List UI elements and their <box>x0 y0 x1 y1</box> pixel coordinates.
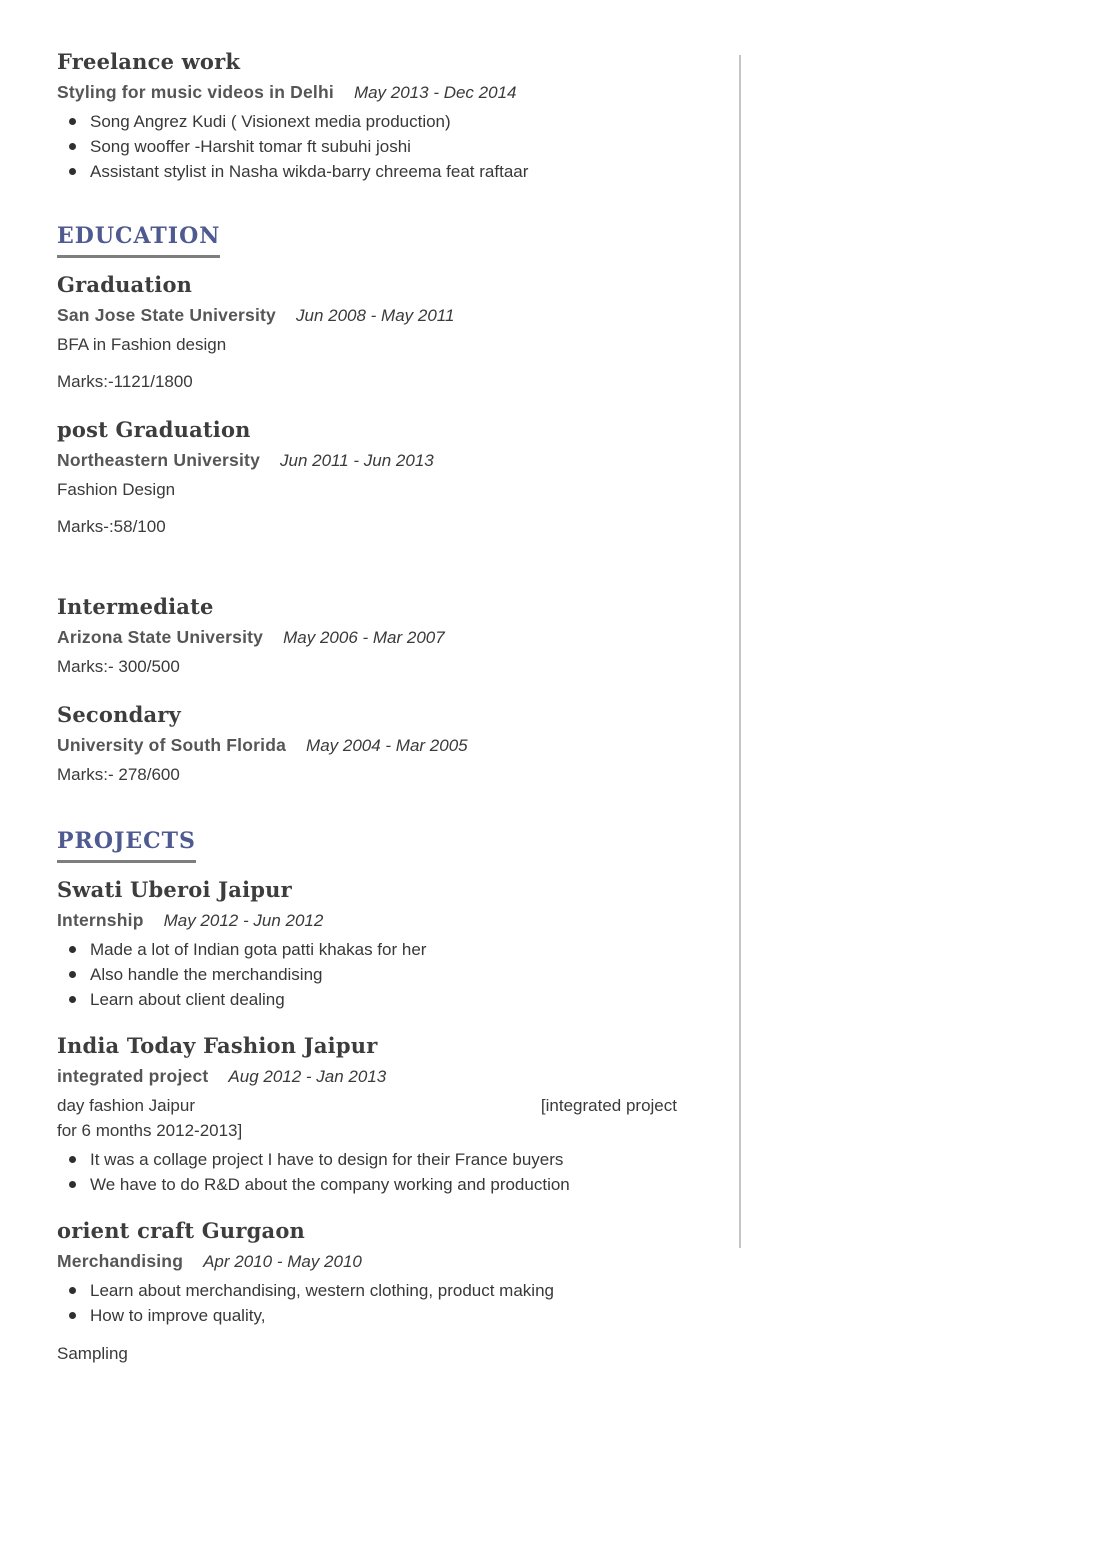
freelance-subline <box>57 80 677 105</box>
intermediate-marks: Marks:- 300/500 <box>57 657 180 676</box>
bullet-item: Song wooffer -Harshit tomar ft subuhi joshi <box>57 134 677 159</box>
education-entry-graduation <box>57 273 677 394</box>
india-today-description-row <box>57 1093 677 1118</box>
freelance-subtitle: Styling for music videos in Delhi <box>57 82 334 102</box>
orient-craft-trailing-text: Sampling <box>57 1344 128 1363</box>
bullet-item: Assistant stylist in Nasha wikda-barry chreema feat raftaar <box>57 159 677 184</box>
entry-title-india-today: India Today Fashion Jaipur <box>57 1033 378 1058</box>
swati-role: Internship <box>57 910 144 930</box>
bullet-item: We have to do R&D about the company working and production <box>57 1172 677 1197</box>
secondary-marks: Marks:- 278/600 <box>57 765 180 784</box>
swati-bullet-list <box>57 937 677 1012</box>
entry-title-freelance-work: Freelance work <box>57 49 241 74</box>
post-graduation-degree: Fashion Design <box>57 480 176 499</box>
india-today-date-range: Aug 2012 - Jan 2013 <box>228 1067 387 1086</box>
orient-craft-bullet-list <box>57 1278 677 1328</box>
india-today-bullet-list <box>57 1147 677 1197</box>
bullet-item: Learn about client dealing <box>57 987 677 1012</box>
secondary-school: University of South Florida <box>57 735 287 755</box>
india-today-role: integrated project <box>57 1066 209 1086</box>
graduation-degree: BFA in Fashion design <box>57 335 227 354</box>
post-graduation-date-range: Jun 2011 - Jun 2013 <box>280 451 434 470</box>
project-entry-swati <box>57 878 677 1012</box>
freelance-bullet-list <box>57 109 677 184</box>
section-heading-education: EDUCATION <box>57 224 220 258</box>
freelance-date-range: May 2013 - Dec 2014 <box>353 83 517 102</box>
freelance-work-entry <box>57 50 677 184</box>
bullet-item: Made a lot of Indian gota patti khakas for her <box>57 937 677 962</box>
bullet-item: It was a collage project I have to design for their France buyers <box>57 1147 677 1172</box>
bullet-item: Also handle the merchandising <box>57 962 677 987</box>
india-today-subline <box>57 1064 677 1089</box>
bullet-item: Song Angrez Kudi ( Visionext media production) <box>57 109 677 134</box>
orient-craft-subline <box>57 1249 677 1274</box>
projects-section-heading-wrap <box>57 829 677 863</box>
entry-title-intermediate: Intermediate <box>57 594 214 619</box>
post-graduation-marks: Marks-:58/100 <box>57 517 166 536</box>
education-entry-intermediate <box>57 595 677 679</box>
swati-date-range: May 2012 - Jun 2012 <box>163 911 324 930</box>
education-entry-post-graduation <box>57 418 677 539</box>
india-today-description-left: day fashion Jaipur <box>57 1096 195 1115</box>
resume-left-column <box>57 50 677 1366</box>
graduation-school: San Jose State University <box>57 305 276 325</box>
bullet-item: How to improve quality, <box>57 1303 677 1328</box>
graduation-subline <box>57 303 677 328</box>
education-entry-secondary <box>57 703 677 787</box>
post-graduation-subline <box>57 448 677 473</box>
swati-subline <box>57 908 677 933</box>
project-entry-orient-craft <box>57 1219 677 1366</box>
secondary-date-range: May 2004 - Mar 2005 <box>306 736 468 755</box>
secondary-subline <box>57 733 677 758</box>
column-divider <box>739 55 741 1248</box>
entry-title-post-graduation: post Graduation <box>57 417 251 442</box>
project-entry-india-today <box>57 1034 677 1197</box>
intermediate-school: Arizona State University <box>57 627 264 647</box>
entry-title-graduation: Graduation <box>57 272 193 297</box>
intermediate-date-range: May 2006 - Mar 2007 <box>283 628 445 647</box>
india-today-description-right: [integrated project <box>540 1096 677 1115</box>
orient-craft-date-range: Apr 2010 - May 2010 <box>203 1252 362 1271</box>
entry-title-swati-uberoi: Swati Uberoi Jaipur <box>57 877 292 902</box>
graduation-marks: Marks:-1121/1800 <box>57 372 193 391</box>
entry-title-orient-craft: orient craft Gurgaon <box>57 1218 306 1243</box>
entry-title-secondary: Secondary <box>57 702 181 727</box>
section-heading-projects: PROJECTS <box>57 829 196 863</box>
graduation-date-range: Jun 2008 - May 2011 <box>295 306 455 325</box>
india-today-description-wrap: for 6 months 2012-2013] <box>57 1121 243 1140</box>
intermediate-subline <box>57 625 677 650</box>
education-section-heading-wrap <box>57 224 677 258</box>
orient-craft-role: Merchandising <box>57 1251 184 1271</box>
post-graduation-school: Northeastern University <box>57 450 260 470</box>
bullet-item: Learn about merchandising, western clothing, product making <box>57 1278 677 1303</box>
